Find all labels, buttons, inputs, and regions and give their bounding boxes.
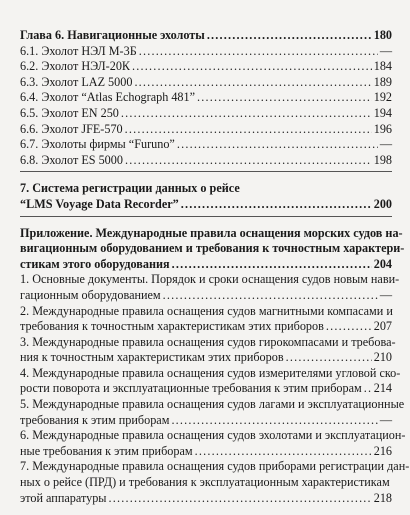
chapter-6-section [20,28,392,172]
appendix-items [20,272,410,506]
appendix-section [20,225,410,507]
toc-entry-title: стикам этого оборудования [20,256,170,271]
toc-entry[interactable] [20,304,392,335]
toc-entry-line: 1. Основные документы. Порядок и сроки оснащения судов новым нави- [20,272,400,287]
toc-entry-last-line [20,491,392,507]
toc-page-number: 196 [373,121,392,136]
toc-entry-last-line [20,288,392,304]
toc-entry-title: “LMS Voyage Data Recorder” [20,196,179,211]
toc-page-number: 184 [373,59,392,74]
toc-entry-last-line [20,350,392,366]
section-divider [20,171,392,172]
toc-entry-title: 6.4. Эхолот “Atlas Echograph 481” [20,90,196,105]
appendix-heading-line: вигационным оборудованием и требования к точностным характери- [20,241,405,256]
toc-page-number: 189 [373,74,392,89]
dot-leader [172,257,372,273]
toc-page-number: 200 [373,196,392,211]
toc-page-number: — [379,43,392,58]
chapter-7-heading: 7. Система регистрации данных о рейсе [20,181,240,196]
chapter-7-section[interactable] [20,181,392,216]
dot-leader [125,122,372,138]
dot-leader [134,75,371,91]
toc-page-number: 194 [373,105,392,120]
toc-entry-line: 6. Международные правила оснащения судов эхолотами и эксплуатацион- [20,428,406,443]
dot-leader [195,444,372,460]
toc-entry-title: Глава 6. Навигационные эхолоты [20,28,205,42]
toc-entry[interactable] [20,44,392,60]
dot-leader [177,137,378,153]
toc-page-number: 204 [373,256,392,271]
dot-leader [197,90,372,106]
toc-entry-line: ных о рейсе (ПРД) и требования к эксплуатационным характеристикам [20,475,390,490]
toc-entry[interactable] [20,365,401,397]
dot-leader [121,106,372,122]
toc-entry-title: ния к точностным характеристикам этих приборов [20,350,284,365]
toc-entry[interactable] [20,75,392,91]
dot-leader [326,319,372,335]
toc-entry-title: 6.3. Эхолот LAZ 5000 [20,74,133,89]
toc-page-number: 216 [373,443,392,458]
toc-page-number: 214 [373,381,392,396]
toc-entry-last-line [20,444,392,460]
toc-page-number: 180 [373,28,392,42]
toc-entry[interactable] [20,459,410,506]
dot-leader [171,413,377,429]
dot-leader [364,381,372,397]
chapter-6-heading[interactable] [20,28,392,44]
toc-entry-last-line [20,413,392,429]
toc-page-number: — [379,287,392,302]
toc-page-number: 198 [373,152,392,167]
dot-leader [286,350,372,366]
toc-entry-title: рости поворота и эксплуатационные требования к этим приборам [20,381,362,396]
toc-entry[interactable] [20,59,392,75]
dot-leader [181,197,372,213]
toc-entry-title: 6.8. Эхолот ES 5000 [20,152,123,167]
dot-leader [132,59,372,75]
dot-leader [109,491,372,507]
toc-page-number: 218 [373,490,392,505]
toc-entry-title: 6.7. Эхолоты фирмы “Furuno” [20,137,175,152]
appendix-heading-line: Приложение. Международные правила оснащения морских судов на- [20,225,403,240]
chapter-7-heading-last-line [20,197,392,213]
appendix-heading[interactable] [20,225,405,273]
toc-entry[interactable] [20,428,406,459]
toc-page-number: — [379,412,392,427]
toc-entry-title: 6.5. Эхолот EN 250 [20,105,119,120]
toc-entry-last-line [20,381,392,397]
dot-leader [139,44,378,60]
toc-entry-title: ные требования к этим приборам [20,443,193,458]
toc-page-number: — [379,137,392,152]
toc-entry-line: 5. Международные правила оснащения судов лагами и эксплуатационные [20,397,405,412]
toc-entry-title: требования к этим приборам [20,412,170,427]
dot-leader [125,153,372,169]
toc-page-number: 210 [373,350,392,365]
toc-entry[interactable] [20,153,392,169]
toc-page-number: 207 [373,319,392,334]
toc-entry[interactable] [20,137,392,153]
toc-entry[interactable] [20,272,400,303]
toc-entry[interactable] [20,334,396,366]
chapter-6-items [20,44,392,169]
table-of-contents [20,28,410,515]
toc-entry-line: 3. Международные правила оснащения судов гирокомпасами и требова- [20,334,396,349]
toc-entry-line: 4. Международные правила оснащения судов измерителями угловой ско- [20,365,401,380]
toc-entry-last-line [20,319,392,335]
toc-entry-title: 6.1. Эхолот НЭЛ М-3Б [20,43,137,58]
dot-leader [207,28,372,44]
toc-entry-line: 7. Международные правила оснащения судов приборами регистрации дан- [20,459,410,474]
toc-entry-title: 6.2. Эхолот НЭЛ-20К [20,59,131,74]
toc-entry-title: этой аппаратуры [20,490,107,505]
toc-entry[interactable] [20,90,392,106]
toc-entry[interactable] [20,397,405,428]
dot-leader [163,288,378,304]
toc-entry[interactable] [20,106,392,122]
toc-entry-line: 2. Международные правила оснащения судов магнитными компасами и [20,303,393,318]
section-divider [20,216,392,217]
toc-entry[interactable] [20,122,392,138]
appendix-heading-last-line [20,257,392,273]
toc-page-number: 192 [373,90,392,105]
toc-entry-title: требования к точностным характеристикам этих приборов [20,319,324,334]
toc-entry-title: 6.6. Эхолот JFE-570 [20,121,123,136]
toc-entry-title: гационным оборудованием [20,287,161,302]
